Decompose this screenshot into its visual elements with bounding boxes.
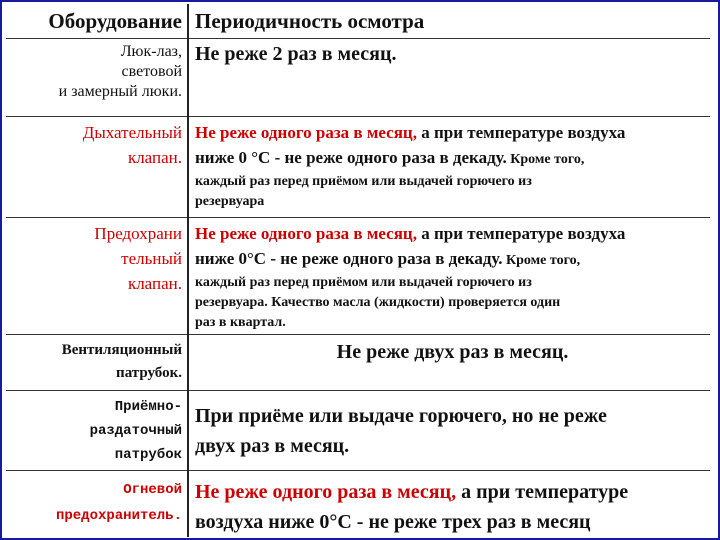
period-cell: Не реже одного раза в месяц, а при температуре воздуха ниже 0°С - не реже трех раз в месяц bbox=[195, 481, 629, 533]
table-row-safety-valve bbox=[6, 218, 710, 335]
inspection-table bbox=[6, 4, 710, 537]
table-row-hatches bbox=[6, 39, 710, 117]
equipment-cell: Предохрани тельный клапан. bbox=[6, 218, 188, 335]
equipment-cell: Приёмно- раздаточный патрубок bbox=[6, 391, 188, 471]
table-row-breather-valve bbox=[6, 117, 710, 218]
equipment-cell: Огневой предохранитель. bbox=[6, 471, 188, 538]
period-cell: При приёме или выдаче горючего, но не реже двух раз в месяц. bbox=[188, 391, 710, 471]
table-header-row bbox=[6, 4, 710, 39]
table-row-receiving-pipe bbox=[6, 391, 710, 471]
period-cell: Не реже одного раза в месяц, а при температуре воздуха ниже 0 °С - не реже одного раза в декаду. Кроме того, каждый раз перед приёмом или выдачей горючего из резервуара bbox=[188, 117, 710, 218]
table-row-flame-arrester bbox=[6, 471, 710, 538]
equipment-cell: Люк-лаз, световой и замерный люки. bbox=[6, 39, 188, 117]
header-equipment: Оборудование bbox=[6, 4, 188, 39]
table-row-vent-pipe bbox=[6, 335, 710, 391]
period-cell: Не реже двух раз в месяц. bbox=[188, 335, 710, 391]
period-cell: Не реже 2 раз в месяц. bbox=[188, 39, 710, 117]
equipment-cell: Вентиляционный патрубок. bbox=[6, 335, 188, 391]
equipment-cell: Дыхательный клапан. bbox=[6, 117, 188, 218]
header-period: Периодичность осмотра bbox=[188, 4, 710, 39]
period-cell: Не реже одного раза в месяц, а при температуре воздуха ниже 0°С - не реже одного раза в декаду. Кроме того, каждый раз перед приёмом или выдачей горючего из резервуара. Качество масла (жидкости) проверяется один раз в квартал. bbox=[188, 218, 710, 335]
